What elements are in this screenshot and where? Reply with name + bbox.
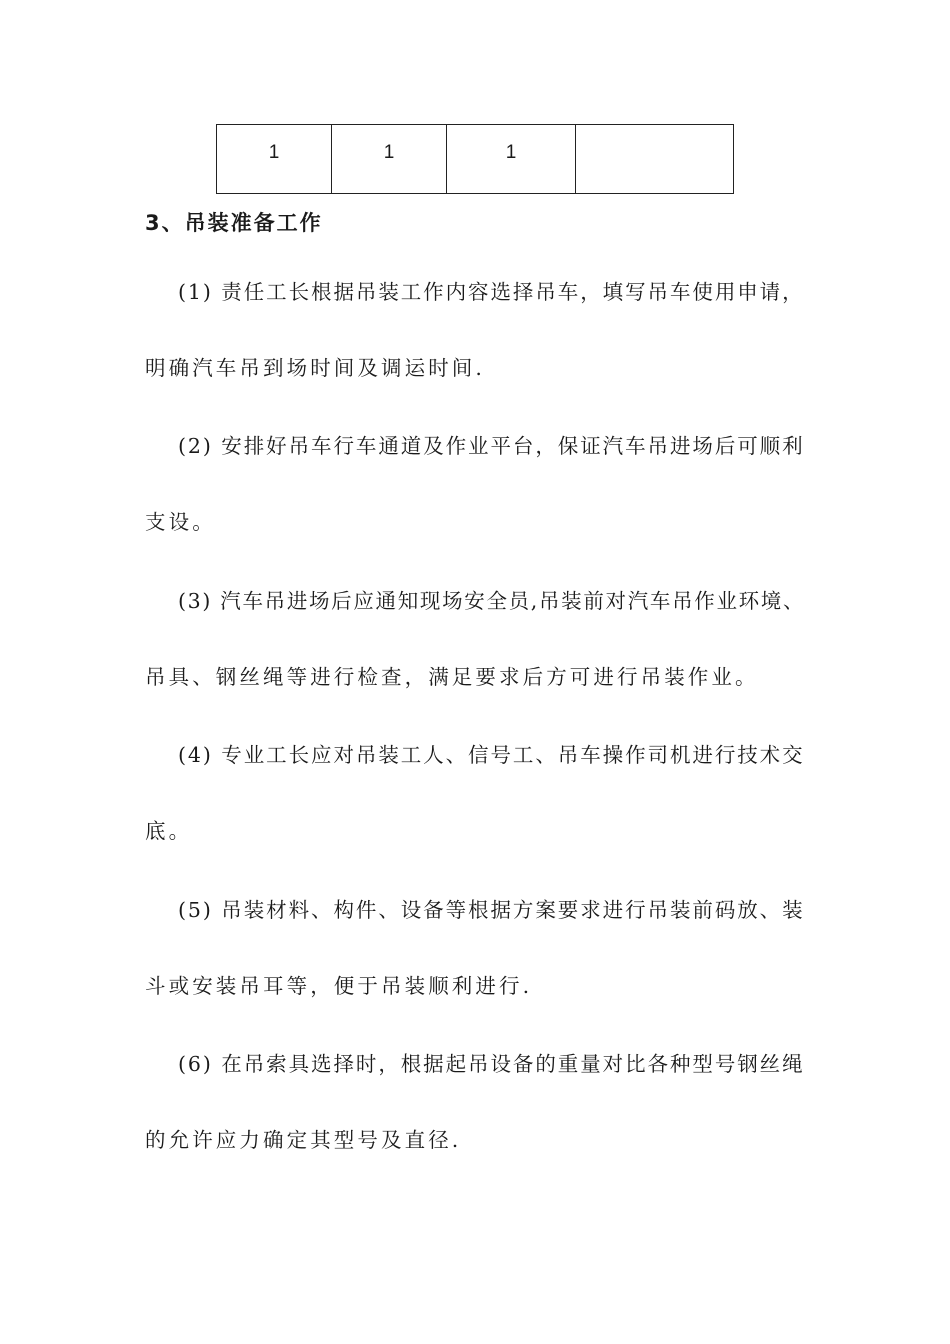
- item-1-line-1: (1) 责任工长根据吊装工作内容选择吊车，填写吊车使用申请，: [178, 280, 805, 304]
- section-heading: 3、吊装准备工作: [145, 211, 323, 235]
- item-6-line-2: 的允许应力确定其型号及直径.: [145, 1128, 462, 1152]
- table-cell: 1: [447, 125, 576, 194]
- table-row: [217, 125, 734, 194]
- data-table: [216, 124, 734, 194]
- item-6-line-1: (6) 在吊索具选择时，根据起吊设备的重量对比各种型号钢丝绳: [178, 1052, 805, 1076]
- item-1-line-2: 明确汽车吊到场时间及调运时间.: [145, 356, 486, 380]
- table-cell: [576, 125, 734, 194]
- item-3-line-2: 吊具、钢丝绳等进行检查，满足要求后方可进行吊装作业。: [145, 665, 759, 689]
- item-3-line-1: (3) 汽车吊进场后应通知现场安全员,吊装前对汽车吊作业环境、: [178, 589, 806, 613]
- table-cell: 1: [217, 125, 332, 194]
- item-5-line-1: (5) 吊装材料、构件、设备等根据方案要求进行吊装前码放、装: [178, 898, 805, 922]
- table-cell: 1: [332, 125, 447, 194]
- item-4-line-2: 底。: [145, 819, 193, 843]
- item-4-line-1: (4) 专业工长应对吊装工人、信号工、吊车操作司机进行技术交: [178, 743, 805, 767]
- item-5-line-2: 斗或安装吊耳等，便于吊装顺利进行.: [145, 974, 533, 998]
- item-2-line-1: (2) 安排好吊车行车通道及作业平台，保证汽车吊进场后可顺利: [178, 434, 805, 458]
- item-2-line-2: 支设。: [145, 510, 216, 534]
